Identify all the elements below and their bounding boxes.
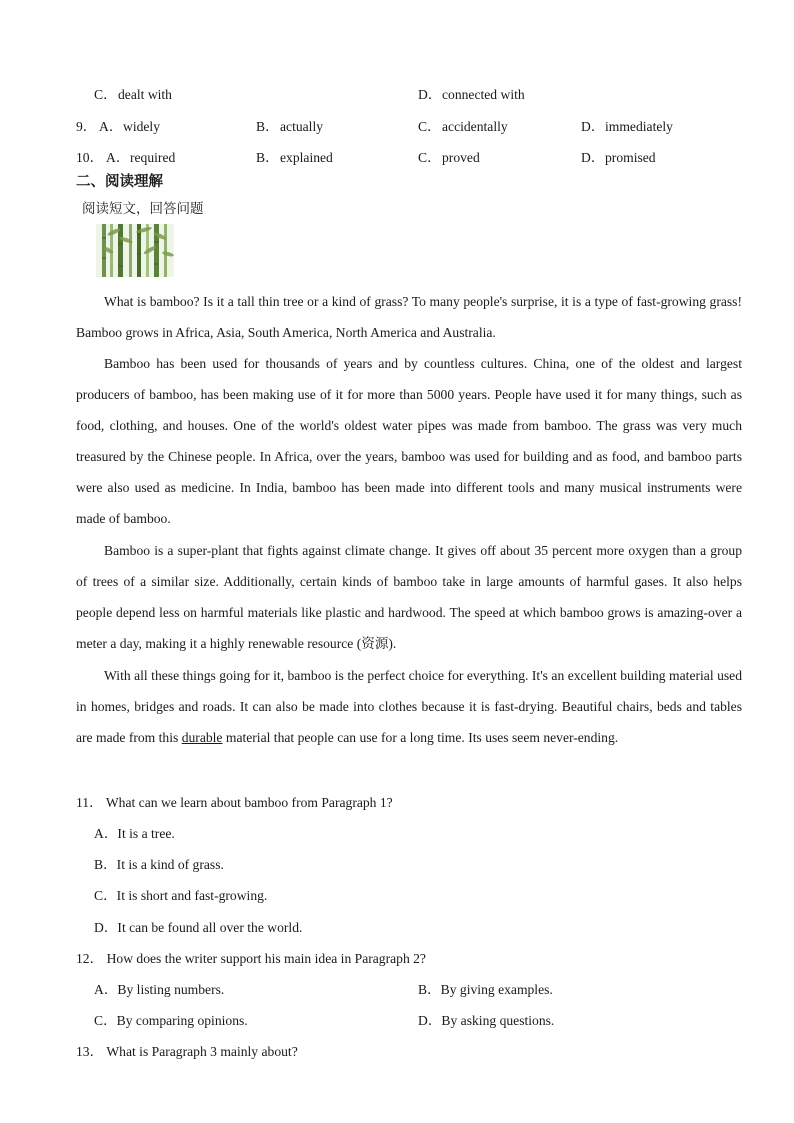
q9-number: 9． bbox=[76, 119, 97, 134]
q12-option-d: D．By asking questions. bbox=[418, 1013, 555, 1028]
q11-option-b: B．It is a kind of grass. bbox=[94, 857, 224, 872]
q11-option-c: C．It is short and fast-growing. bbox=[94, 888, 268, 903]
q9-option-d: D．immediately bbox=[581, 119, 673, 134]
section-title: 二、阅读理解 bbox=[76, 174, 163, 190]
q10-option-a: A．required bbox=[106, 150, 176, 165]
passage-paragraph-2: Bamboo has been used for thousands of years and by countless cultures. China, one of the oldest and largest producers of bamboo, has been making use of it for more than 5000 years. People have used it for many things, such as food, clothing, and houses. One of the world's oldest water pipes was made from bamboo. The grass was very much treasured by the Chinese people. In Africa, over the years, bamboo was used for building and as food, and bamboo parts were also used as medicine. In India, bamboo has been made into different tools and many musical instruments were made of bamboo. bbox=[76, 356, 742, 527]
q12-option-b: B．By giving examples. bbox=[418, 982, 553, 997]
q11-option-d: D．It can be found all over the world. bbox=[94, 920, 303, 935]
q8-option-d: D．connected with bbox=[418, 87, 525, 102]
section-instruction: 阅读短文，回答问题 bbox=[82, 201, 204, 217]
q9-option-c: C．accidentally bbox=[418, 119, 508, 134]
q10-option-c: C．proved bbox=[418, 150, 480, 165]
q10-option-b: B．explained bbox=[256, 150, 333, 165]
q13-stem: 13． What is Paragraph 3 mainly about? bbox=[76, 1044, 298, 1059]
underlined-word: durable bbox=[181, 730, 223, 746]
q11-stem: 11． What can we learn about bamboo from Paragraph 1? bbox=[76, 795, 393, 810]
q9-option-a: A．widely bbox=[99, 119, 160, 134]
bamboo-photo-icon bbox=[96, 224, 174, 277]
q10-option-d: D．promised bbox=[581, 150, 656, 165]
passage-paragraph-1: What is bamboo? Is it a tall thin tree or a kind of grass? To many people's surprise, it is a type of fast-growing grass! Bamboo grows in Africa, Asia, South America, North America and Australia. bbox=[76, 294, 742, 341]
q8-option-c: C．dealt with bbox=[94, 87, 172, 102]
q12-option-a: A．By listing numbers. bbox=[94, 982, 225, 997]
q10-number: 10． bbox=[76, 150, 104, 165]
q12-option-c: C．By comparing opinions. bbox=[94, 1013, 248, 1028]
q12-stem: 12． How does the writer support his main idea in Paragraph 2? bbox=[76, 951, 426, 966]
passage-paragraph-3: Bamboo is a super-plant that fights against climate change. It gives off about 35 percent more oxygen than a group of trees of a similar size. Additionally, certain kinds of bamboo take in large amounts of harmful gases. It also helps people depend less on harmful materials like plastic and hardwood. The speed at which bamboo grows is amazing-over a meter a day, making it a highly renewable resource (资源). bbox=[76, 543, 742, 652]
passage-paragraph-4: With all these things going for it, bamboo is the perfect choice for everything. It's an excellent building material used in homes, bridges and roads. It can also be made into clothes because it is fast-drying. Beautiful chairs, beds and tables are made from this durable material that people can use for a long time. Its uses seem never-ending. bbox=[76, 668, 742, 746]
q9-option-b: B．actually bbox=[256, 119, 324, 134]
q11-option-a: A．It is a tree. bbox=[94, 826, 175, 841]
